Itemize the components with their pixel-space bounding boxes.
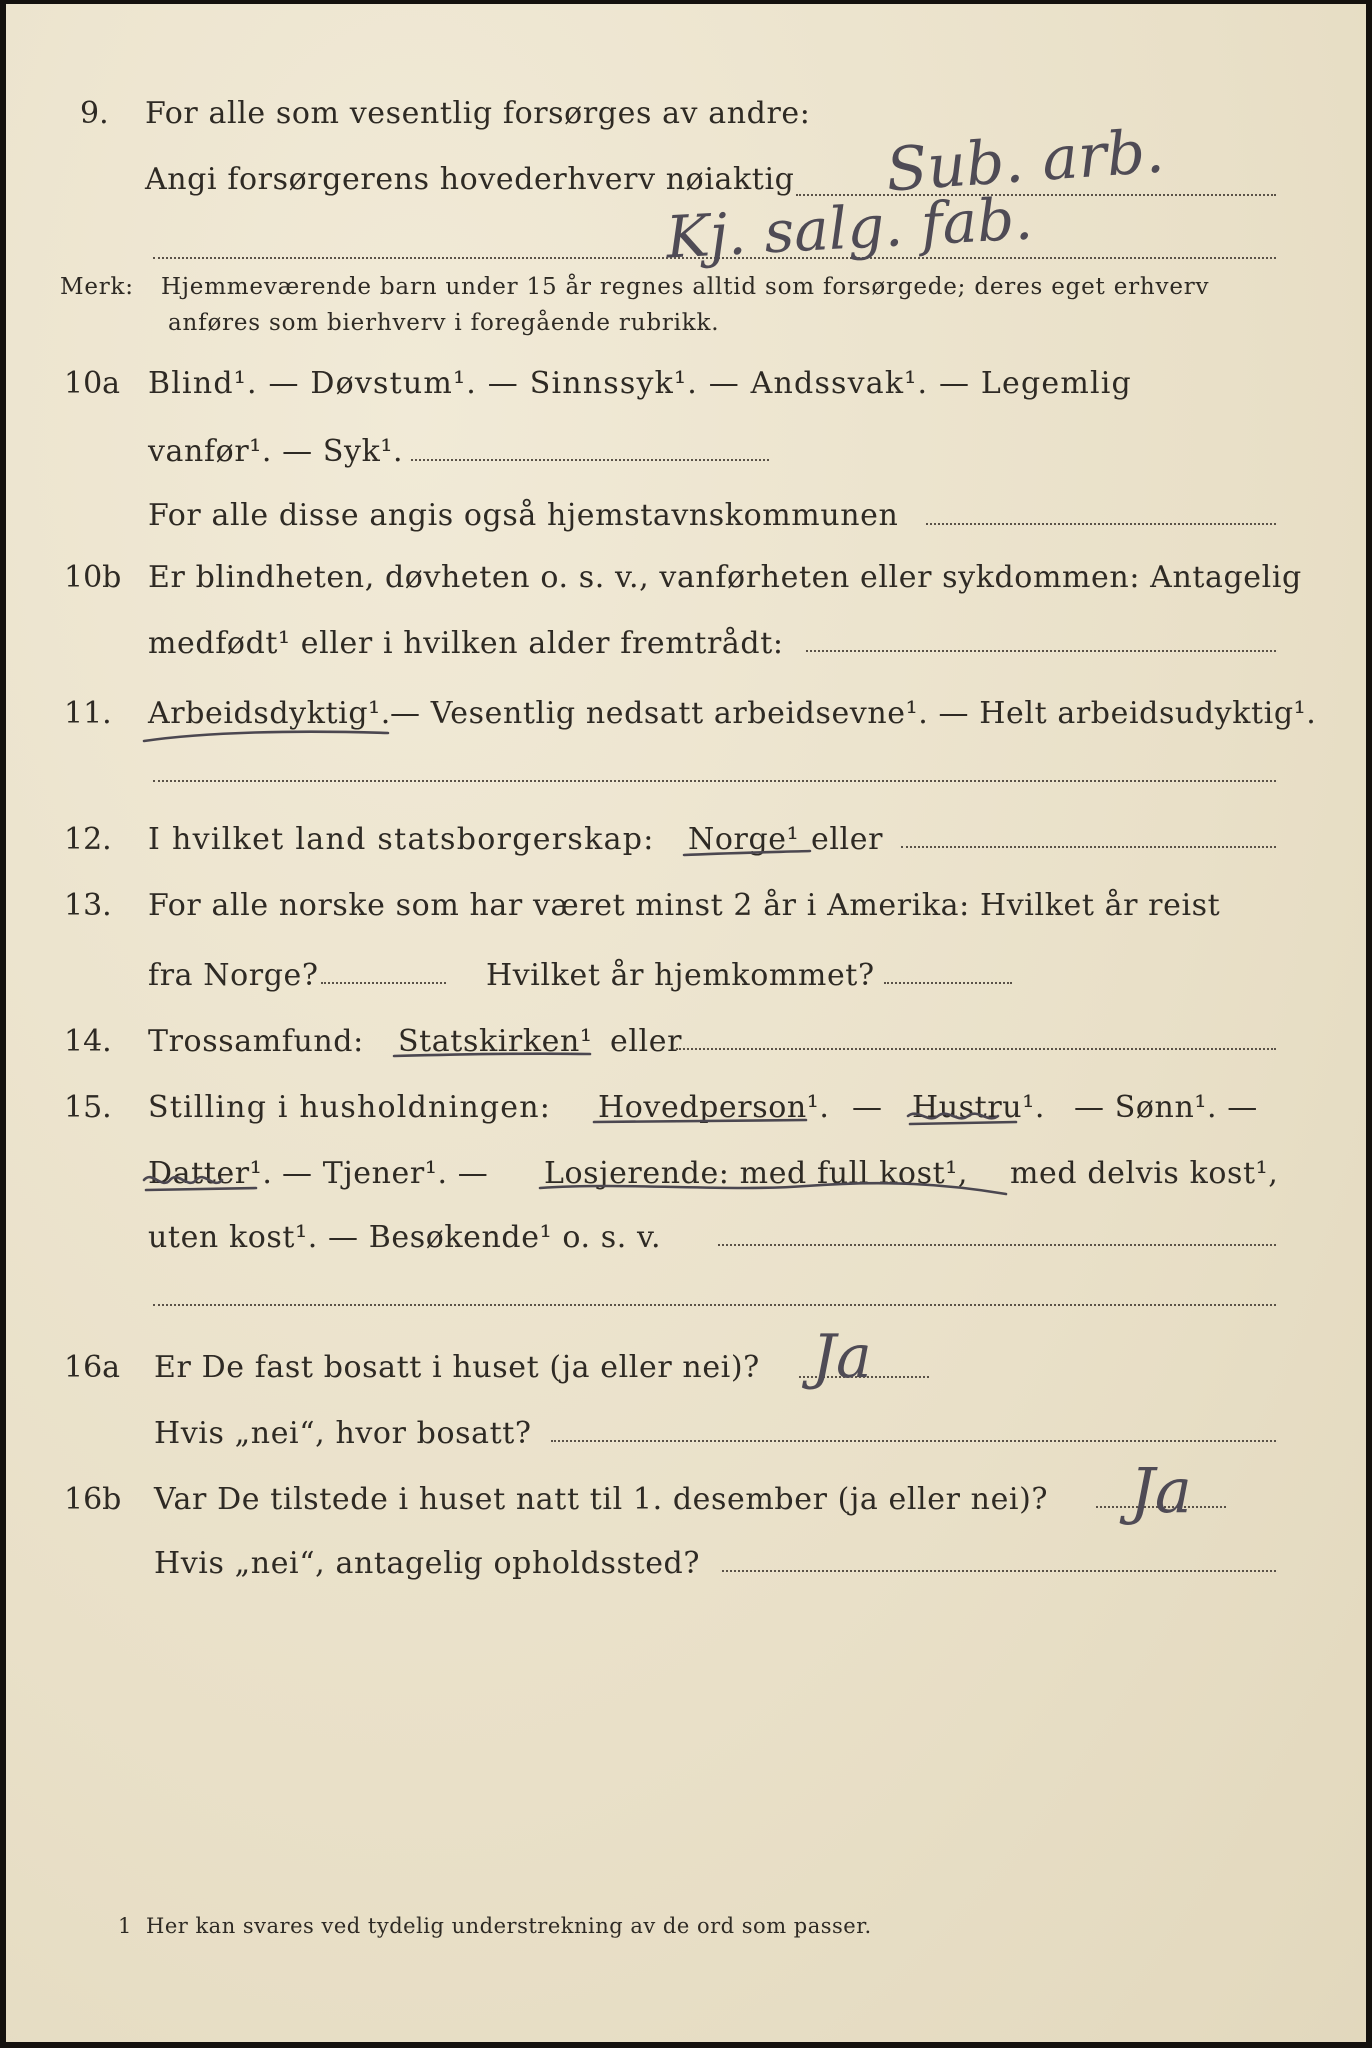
- q9-handwritten-answer2: Kj. salg. fab.: [664, 184, 1035, 272]
- q14-number: 14.: [64, 1024, 112, 1059]
- q10b-line2: medfødt¹ eller i hvilken alder fremtrådt:: [148, 626, 784, 661]
- merk-line2: anføres som bierhverv i foregående rubrikk.: [168, 310, 720, 336]
- q10a-number: 10a: [64, 366, 121, 401]
- footnote-text: Her kan svares ved tydelig understrekning av de ord som passer.: [146, 1914, 872, 1938]
- q16b-number: 16b: [64, 1482, 122, 1517]
- q15-line3: uten kost¹. — Besøkende¹ o. s. v.: [148, 1220, 662, 1255]
- q16a-handwritten-answer: Ja: [812, 1322, 872, 1392]
- q12-text: I hvilket land statsborgerskap:: [148, 822, 655, 857]
- underline-statskirken: [394, 1054, 590, 1056]
- q15-line2b: med delvis kost¹,: [1010, 1156, 1279, 1191]
- q9-line1: For alle som vesentlig forsørges av andre:: [145, 96, 811, 131]
- q16a-line2: Hvis „nei“, hvor bosatt?: [154, 1416, 532, 1451]
- underline-arbeidsdyktig: [144, 732, 388, 741]
- q13-line2a: fra Norge?: [148, 958, 319, 993]
- q10b-line1: Er blindheten, døvheten o. s. v., vanførheten eller sykdommen: Antagelig: [148, 560, 1302, 595]
- q15-line2a: — Tjener¹. —: [282, 1156, 489, 1191]
- q9-number: 9.: [80, 96, 109, 131]
- q16a-line1: Er De fast bosatt i huset (ja eller nei)?: [154, 1350, 760, 1385]
- footnote-mark: 1: [118, 1914, 132, 1938]
- q10b-number: 10b: [64, 560, 122, 595]
- q15-line1b: — Sønn¹. —: [1074, 1090, 1258, 1125]
- q10a-line1: Blind¹. — Døvstum¹. — Sinnssyk¹. — Andssvak¹. — Legemlig: [148, 366, 1132, 401]
- q15-number: 15.: [64, 1090, 112, 1125]
- merk-label: Merk:: [60, 274, 134, 300]
- q11-number: 11.: [64, 696, 112, 731]
- q15-option-hovedperson: Hovedperson¹.: [598, 1090, 830, 1125]
- q14-text: Trossamfund:: [148, 1024, 364, 1059]
- q11-option-arbeidsdyktig: Arbeidsdyktig¹.: [148, 696, 391, 731]
- scribble-datter: [144, 1177, 256, 1190]
- underline-norge: [684, 851, 810, 855]
- merk-line1: Hjemmeværende barn under 15 år regnes alltid som forsørgede; deres eget erhverv: [161, 274, 1210, 300]
- underline-losjerende: [540, 1183, 1006, 1194]
- underline-hovedperson: [594, 1120, 806, 1122]
- q15-dash: —: [852, 1090, 883, 1125]
- q15-option-losjerende: Losjerende: med full kost¹,: [544, 1156, 968, 1191]
- q15-option-hustru: Hustru¹.: [912, 1090, 1045, 1125]
- q16b-line2: Hvis „nei“, antagelig opholdssted?: [154, 1546, 701, 1581]
- q13-number: 13.: [64, 888, 112, 923]
- q16b-line1: Var De tilstede i huset natt til 1. desember (ja eller nei)?: [154, 1482, 1049, 1517]
- q10a-line2: vanfør¹. — Syk¹.: [148, 434, 404, 469]
- q11-options-rest: — Vesentlig nedsatt arbeidsevne¹. — Helt arbeidsudyktig¹.: [390, 696, 1317, 731]
- q12-number: 12.: [64, 822, 112, 857]
- q15-option-datter: Datter¹.: [148, 1156, 273, 1191]
- q13-line2b: Hvilket år hjemkommet?: [486, 958, 875, 993]
- q13-line1: For alle norske som har været minst 2 år i Amerika: Hvilket år reist: [148, 888, 1221, 923]
- handwritten-underlines: [6, 4, 1366, 2042]
- scribble-hustru: [908, 1114, 1016, 1124]
- q16b-handwritten-answer: Ja: [1130, 1454, 1192, 1527]
- q9-handwritten-answer1: Sub. arb.: [883, 116, 1167, 206]
- census-form-page: [6, 4, 1366, 2042]
- q10a-line3: For alle disse angis også hjemstavnskommunen: [148, 498, 899, 533]
- q14-option-statskirken: Statskirken¹: [398, 1024, 593, 1059]
- q12-option-norge: Norge¹: [688, 822, 800, 857]
- q14-tail: eller: [610, 1024, 683, 1059]
- q9-line2: Angi forsørgerens hovederhverv nøiaktig: [145, 162, 795, 197]
- q12-tail: eller: [811, 822, 884, 857]
- q15-line1a: Stilling i husholdningen:: [148, 1090, 552, 1125]
- q16a-number: 16a: [64, 1350, 121, 1385]
